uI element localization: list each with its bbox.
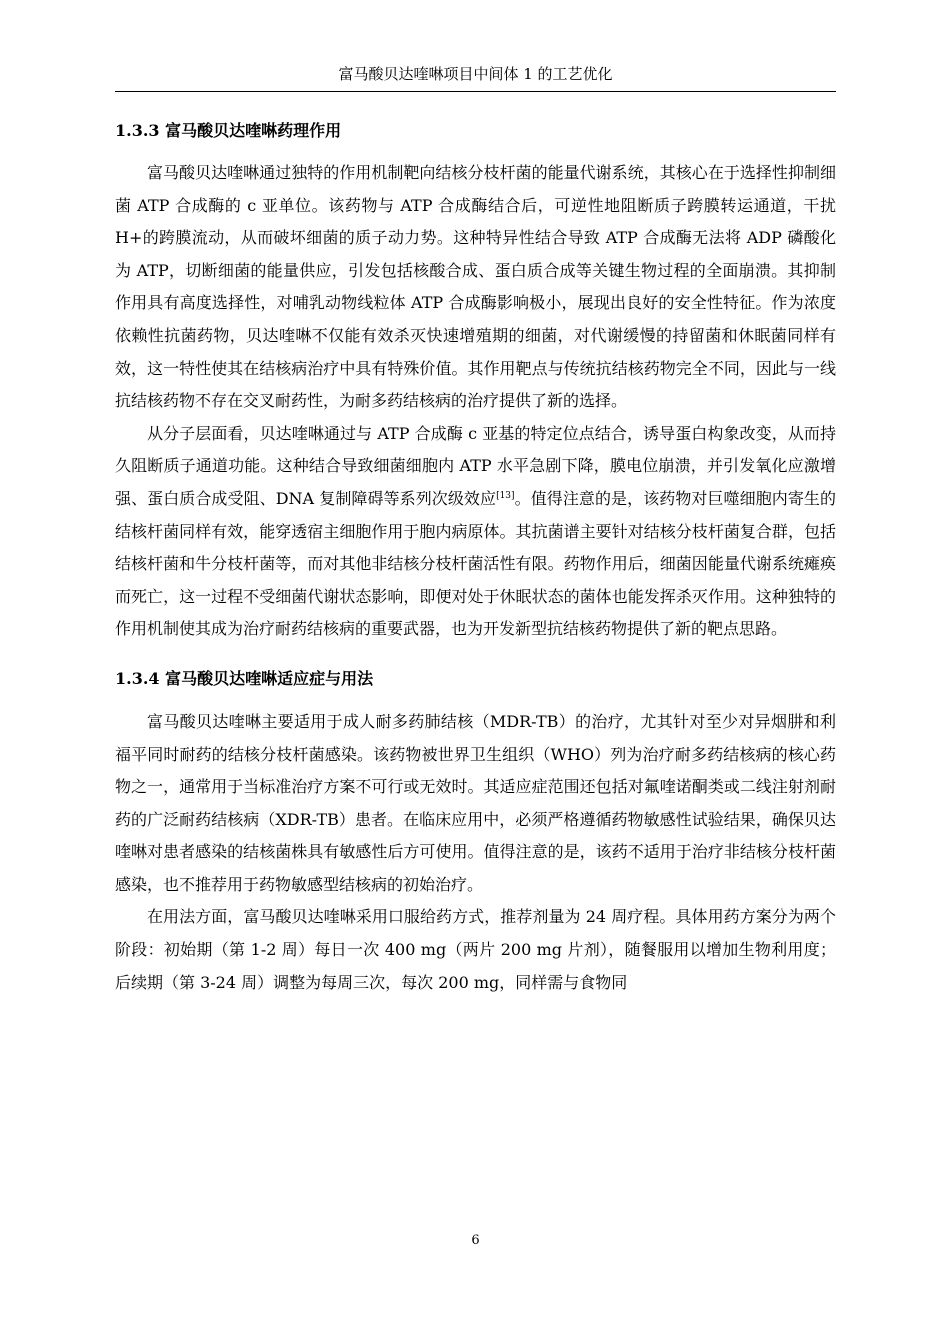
citation-ref: [13] [496,490,515,501]
section-heading-indications: 1.3.4 富马酸贝达喹啉适应症与用法 [115,668,374,688]
paragraph: 富马酸贝达喹啉主要适用于成人耐多药肺结核（MDR-TB）的治疗，尤其针对至少对异烟肼和利福平同时耐药的结核分枝杆菌感染。该药物被世界卫生组织（WHO）列为治疗耐多药结核病的核心药物之一，通常用于当标准治疗方案不可行或无效时。其适应症范围还包括对氟喹诺酮类或二线注射剂耐药的广泛耐药结核病（XDR-TB）患者。在临床应用中，必须严格遵循药物敏感性试验结果，确保贝达喹啉对患者感染的结核菌株具有敏感性后方可使用。值得注意的是，该药不适用于治疗非结核分枝杆菌感染，也不推荐用于药物敏感型结核病的初始治疗。 [115,711,836,894]
paragraph: 在用法方面，富马酸贝达喹啉采用口服给药方式，推荐剂量为 24 周疗程。具体用药方案分为两个阶段：初始期（第 1-2 周）每日一次 400 mg（两片 200 mg 片剂），随餐服用以增加生物利用度；后续期（第 3-24 周）调整为每周三次，每次 200 mg，同样需与食物同 [115,907,836,992]
paragraph-text: 从分子层面看，贝达喹啉通过与 ATP 合成酶 c 亚基的特定位点结合，诱导蛋白构象改变，从而持久阻断质子通道功能。这种结合导致细菌细胞内 ATP 水平急剧下降，膜电位崩溃，并引发氧化应激增强、蛋白质合成受阻、DNA 复制障碍等系列次级效应 [115,423,836,508]
section-heading-pharmacology: 1.3.3 富马酸贝达喹啉药理作用 [115,121,342,140]
page-body [115,118,836,999]
paragraph [115,418,836,646]
header-rule [115,91,836,92]
running-header: 富马酸贝达喹啉项目中间体 1 的工艺优化 [338,65,613,83]
page-number: 6 [471,1233,480,1248]
paragraph: 富马酸贝达喹啉通过独特的作用机制靶向结核分枝杆菌的能量代谢系统，其核心在于选择性抑制细菌 ATP 合成酶的 c 亚单位。该药物与 ATP 合成酶结合后，可逆性地阻断质子跨膜转运通道，干扰 H+的跨膜流动，从而破坏细菌的质子动力势。这种特异性结合导致 ATP 合成酶无法将 ADP 磷酸化为 ATP，切断细菌的能量供应，引发包括核酸合成、蛋白质合成等关键生物过程的全面崩溃。其抑制作用具有高度选择性，对哺乳动物线粒体 ATP 合成酶影响极小，展现出良好的安全性特征。作为浓度依赖性抗菌药物，贝达喹啉不仅能有效杀灭快速增殖期的细菌，对代谢缓慢的持留菌和休眠菌同样有效，这一特性使其在结核病治疗中具有特殊价值。其作用靶点与传统抗结核药物完全不同，因此与一线抗结核药物不存在交叉耐药性，为耐多药结核病的治疗提供了新的选择。 [115,163,836,411]
paragraph-text: 。值得注意的是，该药物对巨噬细胞内寄生的结核杆菌同样有效，能穿透宿主细胞作用于胞内病原体。其抗菌谱主要针对结核分枝杆菌复合群，包括结核杆菌和牛分枝杆菌等，而对其他非结核分枝杆菌活性有限。药物作用后，细菌因能量代谢系统瘫痪而死亡，这一过程不受细菌代谢状态影响，即便对处于休眠状态的菌体也能发挥杀灭作用。这种独特的作用机制使其成为治疗耐药结核病的重要武器，也为开发新型抗结核药物提供了新的靶点思路。 [115,488,836,639]
